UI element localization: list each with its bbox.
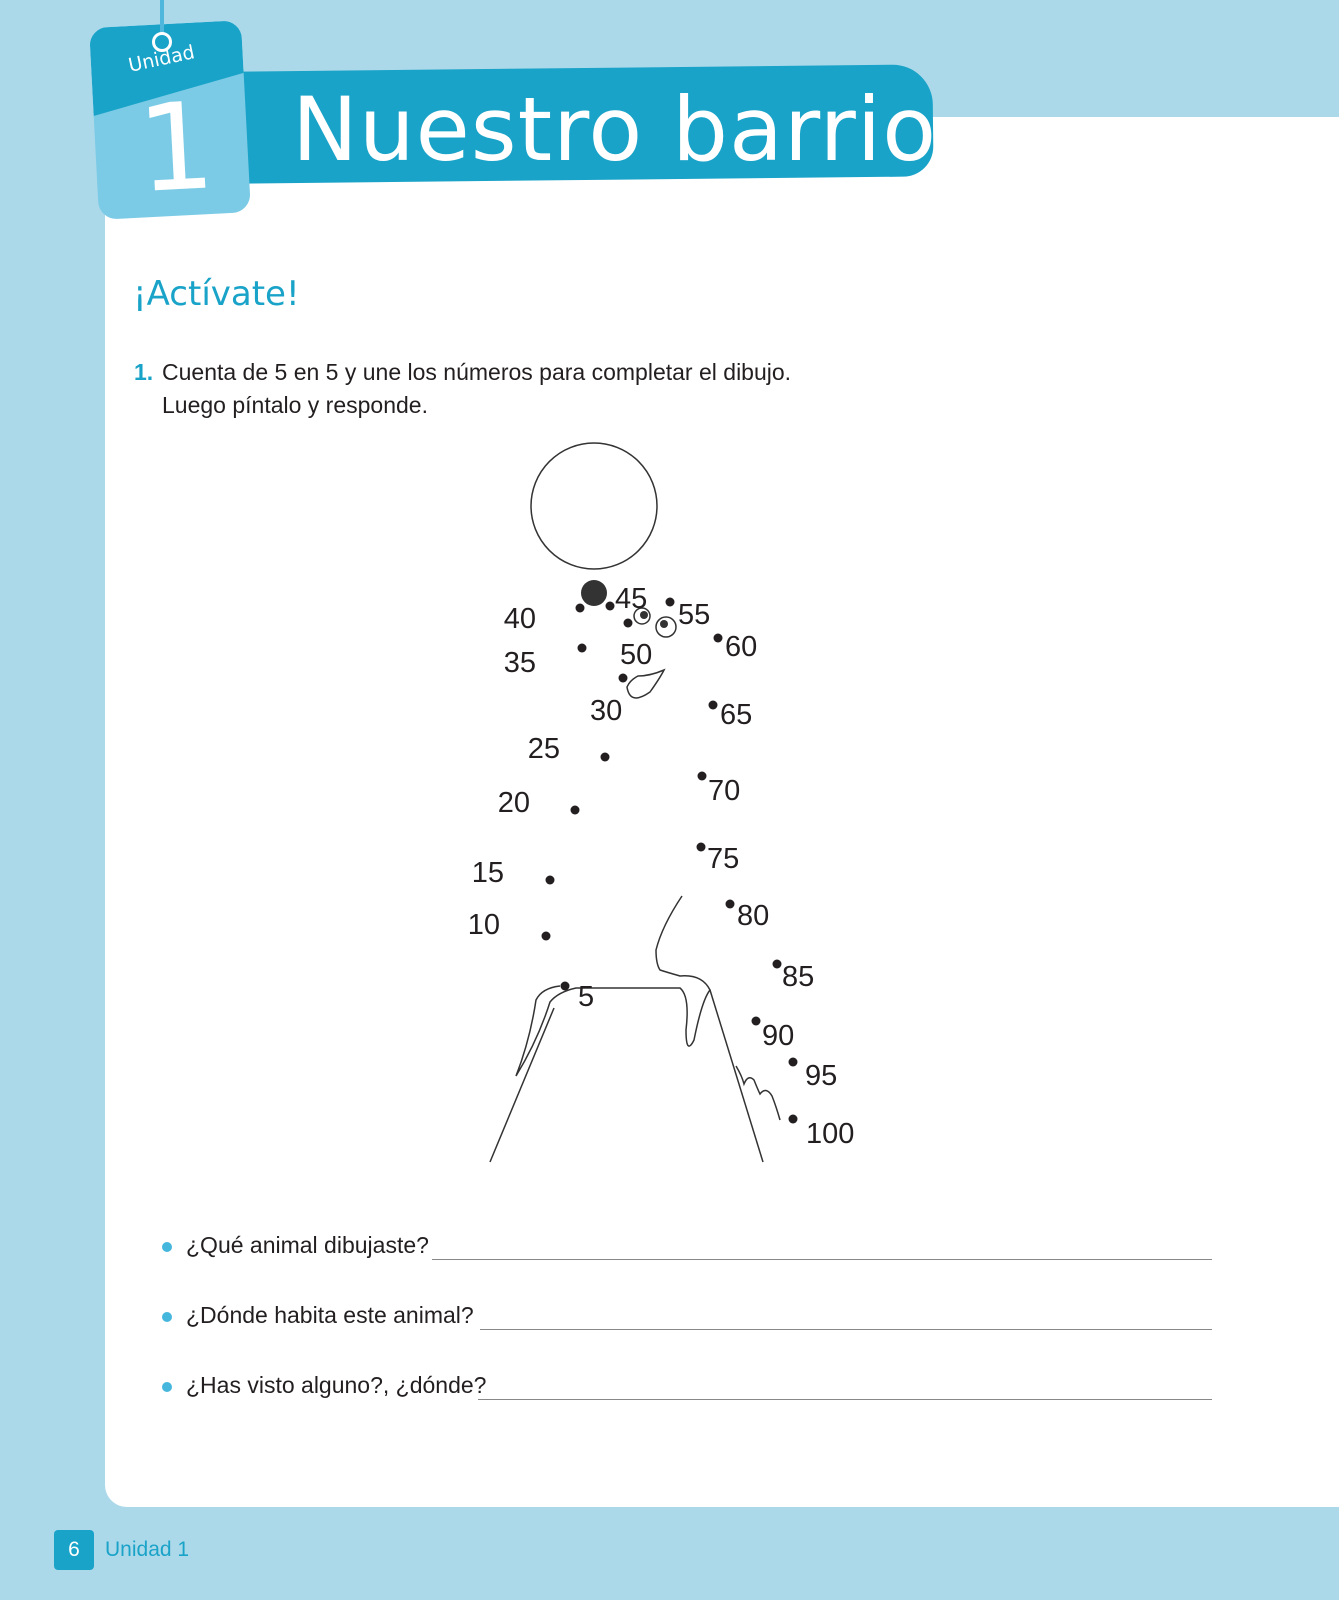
dot-55[interactable] xyxy=(666,598,675,607)
dot-90[interactable] xyxy=(752,1017,761,1026)
bullet-icon xyxy=(162,1382,172,1392)
dot-label-95: 95 xyxy=(805,1060,838,1092)
question-text: ¿Has visto alguno?, ¿dónde? xyxy=(186,1372,487,1398)
dot-75[interactable] xyxy=(697,843,706,852)
question-1 xyxy=(162,1228,1212,1268)
dot-10[interactable] xyxy=(542,932,551,941)
question-3 xyxy=(162,1368,1212,1408)
dot-label-70: 70 xyxy=(708,775,741,807)
rock-right-edge xyxy=(710,990,763,1162)
dot-50[interactable] xyxy=(624,619,633,628)
instruction-line-1: Cuenta de 5 en 5 y une los números para completar el dibujo. xyxy=(162,359,792,385)
dot-70[interactable] xyxy=(698,772,707,781)
activity-number: 1. xyxy=(134,359,154,385)
dot-label-5: 5 xyxy=(578,981,595,1013)
dot-40[interactable] xyxy=(576,604,585,613)
dot-60[interactable] xyxy=(714,634,723,643)
dot-100[interactable] xyxy=(789,1115,798,1124)
wing-left-outline xyxy=(516,896,710,1076)
eye-right xyxy=(660,620,668,628)
dot-65[interactable] xyxy=(709,701,718,710)
dot-label-45: 45 xyxy=(615,583,648,615)
rock-left-edge xyxy=(490,1008,554,1162)
section-heading: ¡Actívate! xyxy=(133,274,300,314)
dot-30[interactable] xyxy=(619,674,628,683)
beak-outline xyxy=(627,670,664,698)
dot-label-55: 55 xyxy=(678,599,711,631)
dot-label-25: 25 xyxy=(527,733,560,765)
bullet-icon xyxy=(162,1242,172,1252)
connect-the-dots-drawing[interactable] xyxy=(467,440,880,1170)
dot-label-85: 85 xyxy=(782,961,815,993)
dot-label-35: 35 xyxy=(503,647,536,679)
question-text: ¿Dónde habita este animal? xyxy=(186,1302,474,1328)
page-title: Nuestro barrio xyxy=(292,78,938,181)
dot-label-60: 60 xyxy=(725,631,758,663)
dot-label-40: 40 xyxy=(503,603,536,635)
page-number: 6 xyxy=(54,1530,94,1570)
question-text: ¿Qué animal dibujaste? xyxy=(186,1232,429,1258)
feet-squiggle xyxy=(736,1066,780,1120)
bullet-icon xyxy=(162,1312,172,1322)
dot-5[interactable] xyxy=(561,982,570,991)
moon-circle xyxy=(531,443,657,569)
answer-line-1[interactable] xyxy=(432,1259,1212,1260)
dot-95[interactable] xyxy=(789,1058,798,1067)
answer-line-2[interactable] xyxy=(480,1329,1212,1330)
dot-label-20: 20 xyxy=(497,787,530,819)
dot-label-90: 90 xyxy=(762,1020,795,1052)
dot-markers xyxy=(542,598,798,1124)
answer-line-3[interactable] xyxy=(478,1399,1212,1400)
dot-35[interactable] xyxy=(578,644,587,653)
footer-unit-label: Unidad 1 xyxy=(105,1538,190,1561)
dot-15[interactable] xyxy=(546,876,555,885)
dot-label-10: 10 xyxy=(467,909,500,941)
dot-label-100: 100 xyxy=(806,1118,855,1150)
dot-85[interactable] xyxy=(773,960,782,969)
dot-20[interactable] xyxy=(571,806,580,815)
unit-number: 1 xyxy=(134,77,218,220)
dot-45[interactable] xyxy=(606,602,615,611)
dot-label-80: 80 xyxy=(737,900,770,932)
dot-label-75: 75 xyxy=(707,843,740,875)
big-dot-start xyxy=(581,580,607,606)
dot-label-30: 30 xyxy=(590,695,623,727)
question-2 xyxy=(162,1298,1212,1338)
dot-80[interactable] xyxy=(726,900,735,909)
unit-label: Unidad xyxy=(126,41,197,77)
dot-label-50: 50 xyxy=(620,639,653,671)
dot-label-65: 65 xyxy=(720,699,753,731)
activity-instruction xyxy=(134,356,894,422)
instruction-line-2: Luego píntalo y responde. xyxy=(162,392,428,418)
dot-label-15: 15 xyxy=(471,857,504,889)
dot-25[interactable] xyxy=(601,753,610,762)
